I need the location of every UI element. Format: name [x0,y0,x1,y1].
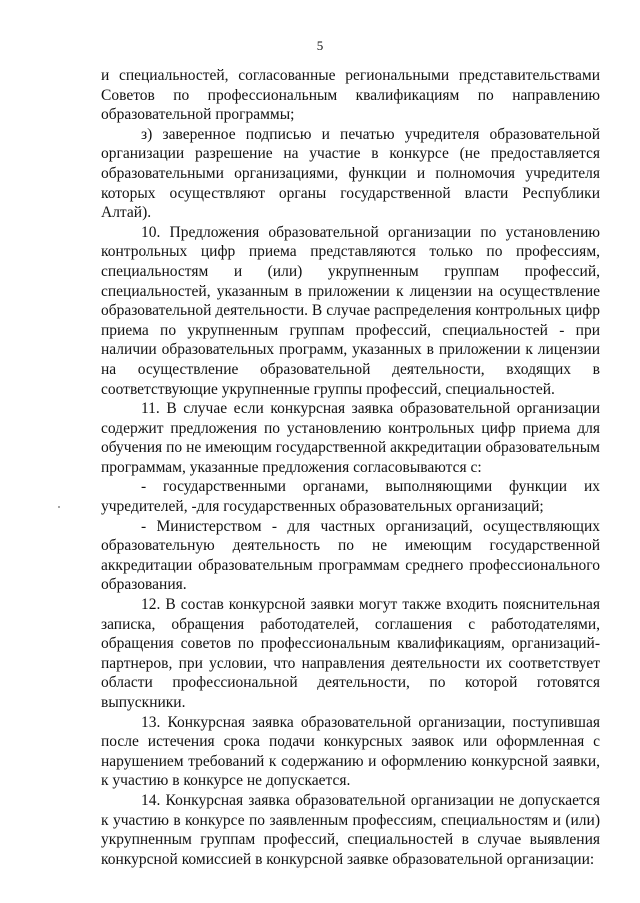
document-body [101,66,600,869]
paragraph-11-item-state-bodies: - государственными органами, выполняющими функции их учредителей, -для государственных образовательных организаций; [101,478,600,516]
paragraph-14: 14. Конкурсная заявка образовательной организации не допускается к участию в конкурсе по заявленным профессиям, специальностям и (или) укрупненным группам профессий, специальностей в случае выявления конкурсной комиссией в конкурсной заявке образовательной организации: [101,791,600,868]
paragraph-10: 10. Предложения образовательной организации по установлению контрольных цифр приема представляются только по профессиям, специальностям и (или) укрупненным группам профессий, специальностей, указанным в приложении к лицензии на осуществление образовательной деятельности. В случае распределения контрольных цифр приема по укрупненным группам профессий, специальностей - при наличии образовательных программ, указанных в приложении к лицензии на осуществление образовательной деятельности, входящих в соответствующие укрупненные группы профессий, специальностей. [101,223,600,398]
paragraph-item-z: з) заверенное подписью и печатью учредителя образовательной организации разрешение на участие в конкурсе (не предоставляется образовательными организациями, функции и полномочия учредителя которых осуществляют органы государственной власти Республики Алтай). [101,125,600,222]
paragraph-11-item-ministry: - Министерством - для частных организаций, осуществляющих образовательную деятельность по не имеющим государственной аккредитации образовательным программам среднего профессионального образования. [101,517,600,594]
paragraph-13: 13. Конкурсная заявка образовательной организации, поступившая после истечения срока подачи конкурсных заявок или оформленная с нарушением требований к содержанию и оформлению конкурсной заявки, к участию в конкурсе не допускается. [101,713,600,790]
paragraph-continuation: и специальностей, согласованные региональными представительствами Советов по профессиональным квалификациям по направлению образовательной программы; [101,67,600,124]
page-number: 5 [316,38,324,53]
paragraph-12: 12. В состав конкурсной заявки могут также входить пояснительная записка, обращения работодателей, соглашения с работодателями, обращения советов по профессиональным квалификациям, организаций-партнеров, при условии, что направления деятельности их соответствует области профессиональной деятельности, по которой готовятся выпускники. [101,596,600,711]
scan-dot-mark [58,506,60,508]
paragraph-11: 11. В случае если конкурсная заявка образовательной организации содержит предложения по установлению контрольных цифр приема для обучения по не имеющим государственной аккредитации образовательным программам, указанные предложения согласовываются с: [101,400,600,476]
